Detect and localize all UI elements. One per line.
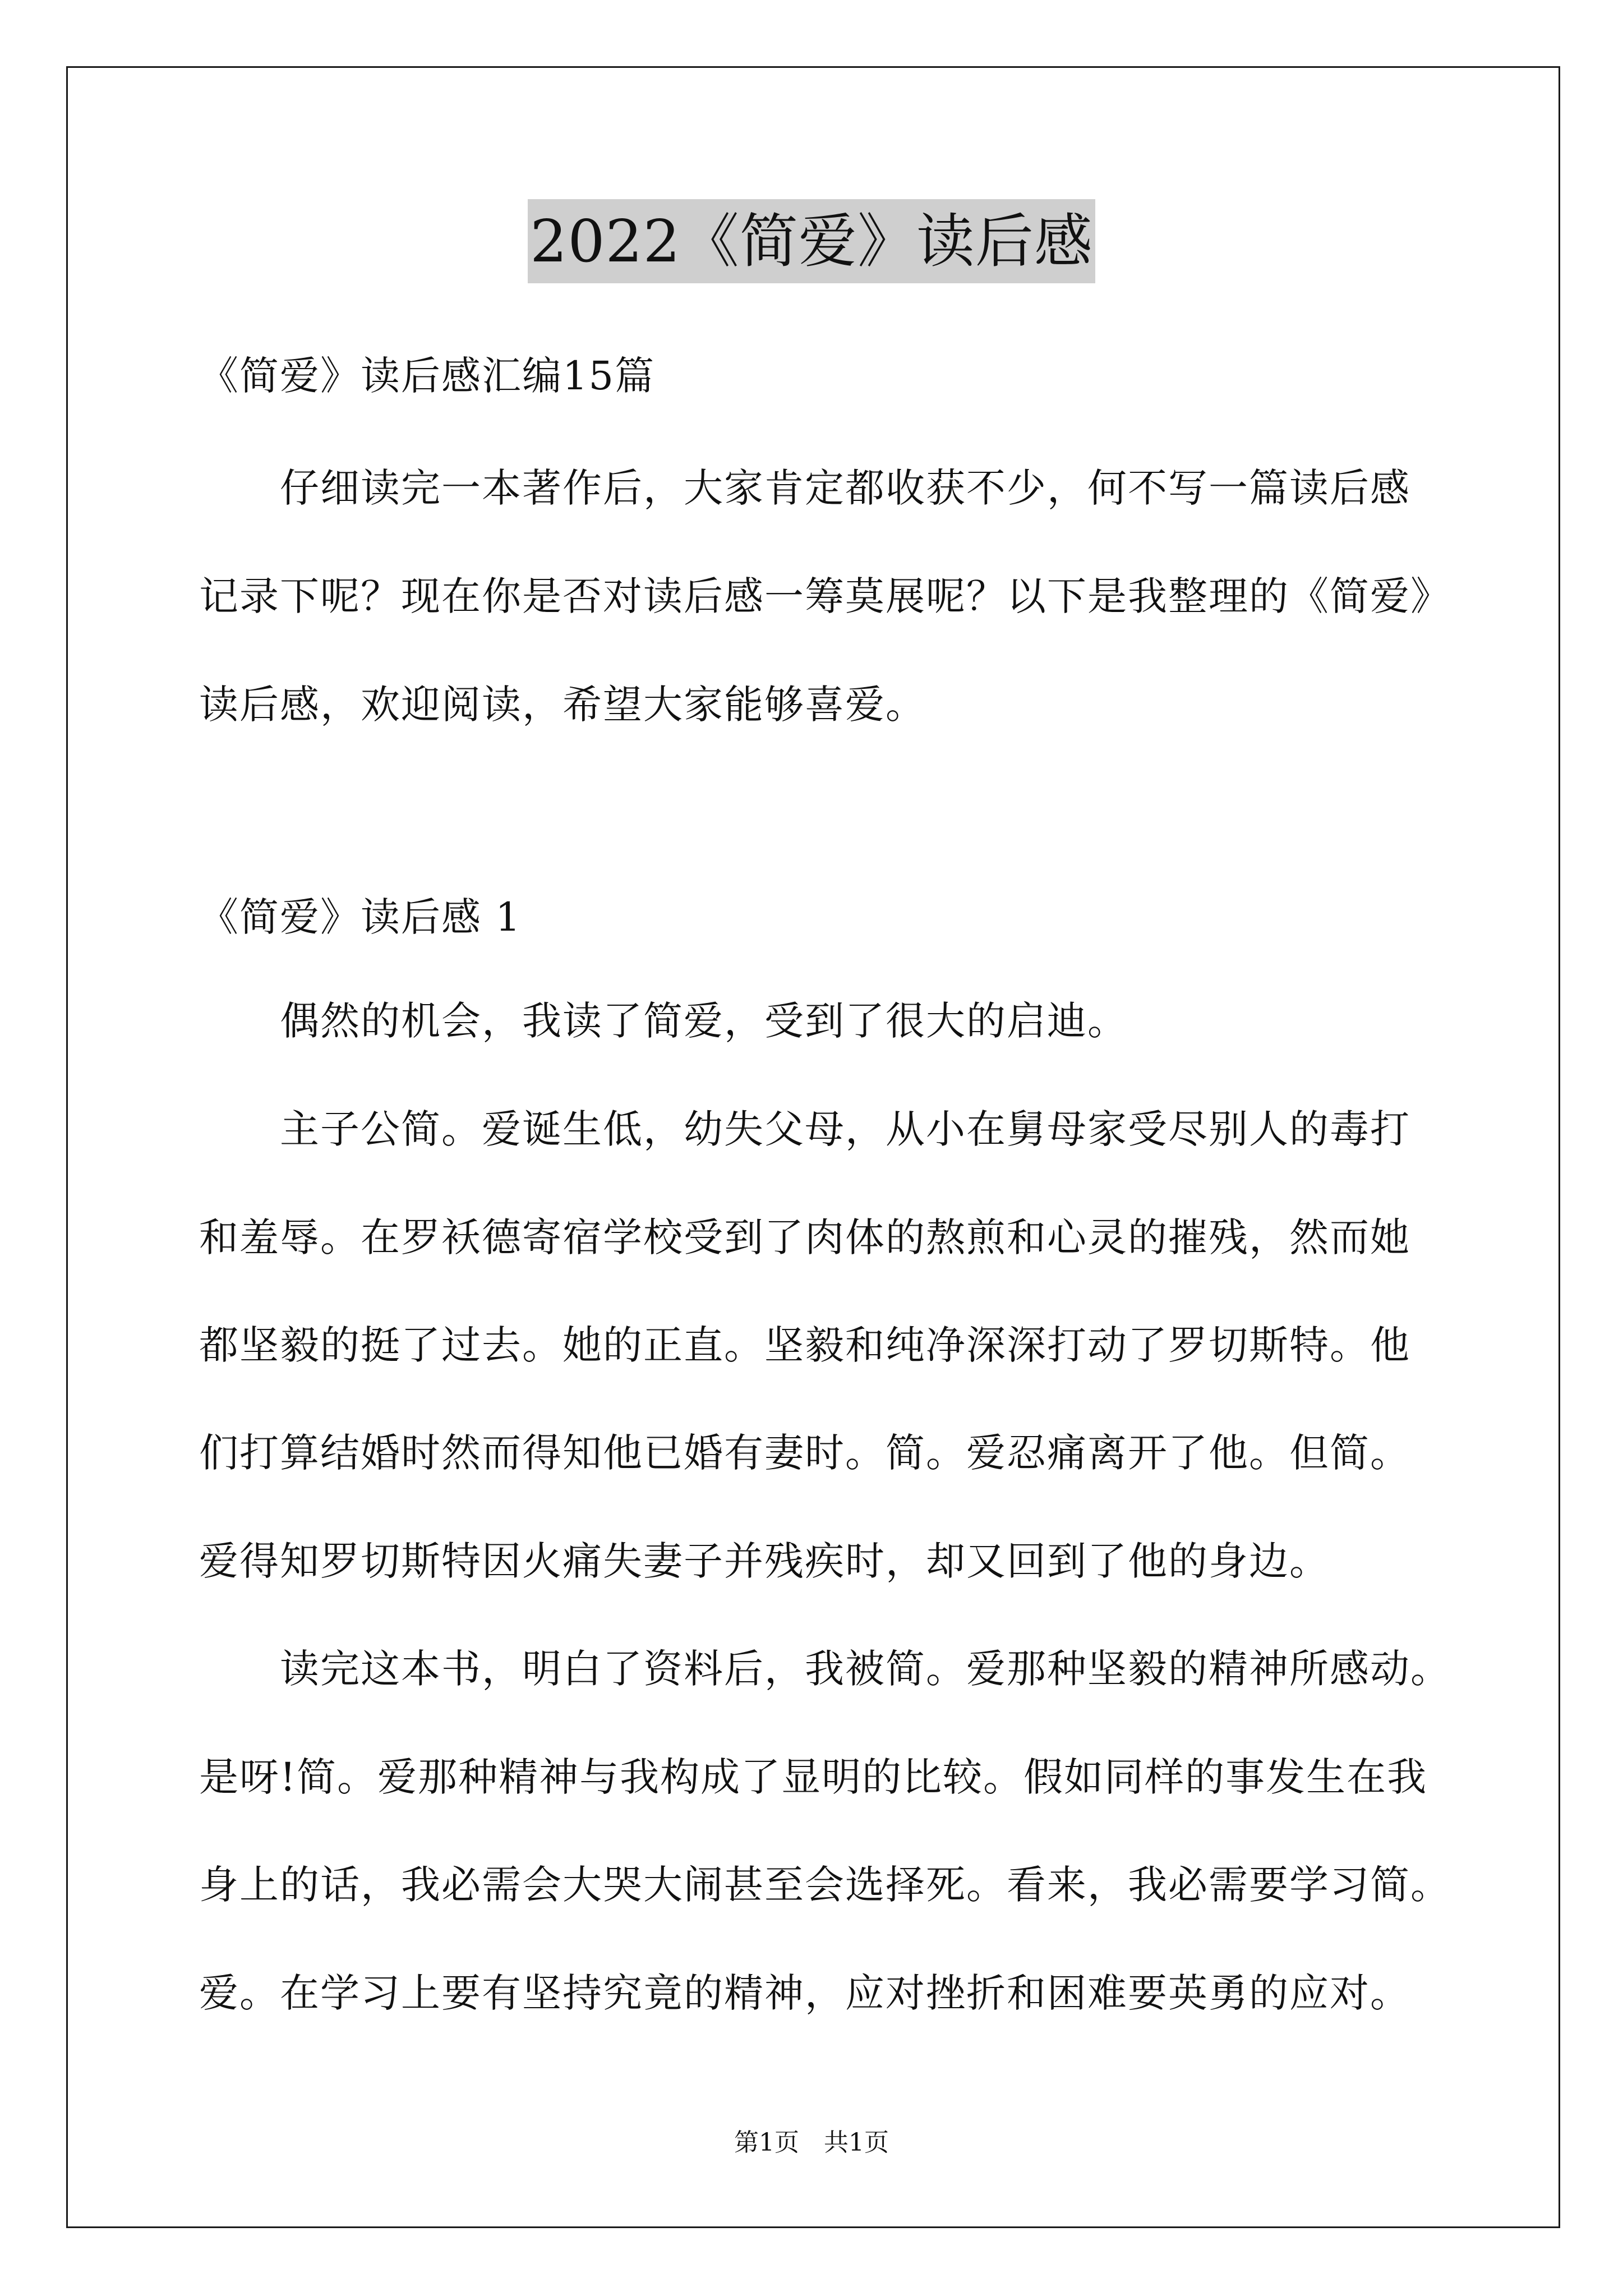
- intro-line: 记录下呢？现在你是否对读后感一筹莫展呢？以下是我整理的《简爱》: [199, 573, 1451, 619]
- body-line: 们打算结婚时然而得知他已婚有妻时。简。爱忍痛离开了他。但简。: [199, 1430, 1410, 1476]
- section-heading: 《简爱》读后感 1: [199, 894, 522, 940]
- body-line: 爱。在学习上要有坚持究竟的精神，应对挫折和困难要英勇的应对。: [199, 1970, 1410, 2016]
- body-line: 主子公简。爱诞生低，幼失父母，从小在舅母家受尽别人的毒打: [199, 1106, 1410, 1152]
- body-line: 偶然的机会，我读了简爱，受到了很大的启迪。: [199, 998, 1128, 1044]
- body-line: 和羞辱。在罗袄德寄宿学校受到了肉体的熬煎和心灵的摧残，然而她: [199, 1214, 1410, 1260]
- document-subtitle: 《简爱》读后感汇编15篇: [199, 353, 656, 399]
- document-title: 2022《简爱》读后感: [528, 199, 1095, 283]
- title-container: [0, 199, 1623, 283]
- body-line: 爱得知罗切斯特因火痛失妻子并残疾时，却又回到了他的身边。: [199, 1538, 1330, 1584]
- body-line: 读完这本书，明白了资料后，我被简。爱那种坚毅的精神所感动。: [199, 1646, 1451, 1692]
- intro-line: 仔细读完一本著作后，大家肯定都收获不少，何不写一篇读后感: [199, 465, 1410, 511]
- body-line: 是呀!简。爱那种精神与我构成了显明的比较。假如同样的事发生在我: [199, 1754, 1428, 1800]
- page-footer: 第1页 共1页: [734, 2128, 889, 2157]
- body-line: 身上的话，我必需会大哭大闹甚至会选择死。看来，我必需要学习简。: [199, 1862, 1451, 1908]
- body-line: 都坚毅的挺了过去。她的正直。坚毅和纯净深深打动了罗切斯特。他: [199, 1322, 1410, 1368]
- intro-line: 读后感，欢迎阅读，希望大家能够喜爱。: [199, 682, 926, 728]
